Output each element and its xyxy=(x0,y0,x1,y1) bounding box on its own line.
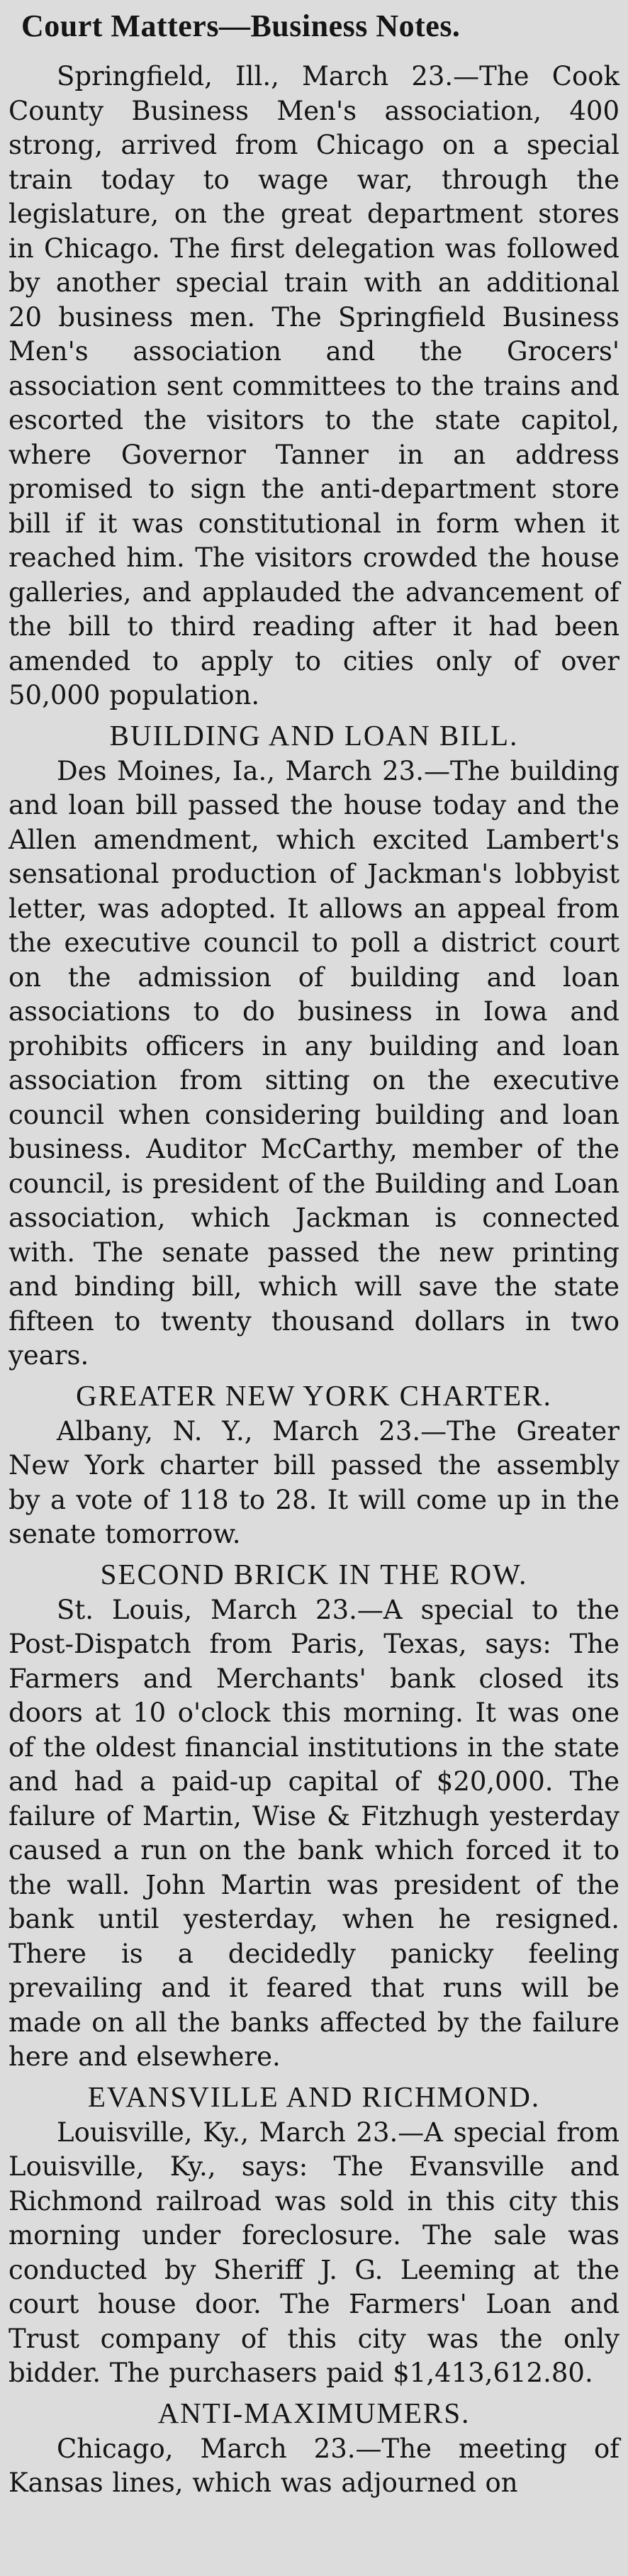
article-body: Chicago, March 23.—The meeting of Kansas lines, which was adjourned on xyxy=(9,2433,619,2498)
article-title: GREATER NEW YORK CHARTER. xyxy=(76,1378,552,1412)
article-body: Louisville, Ky., March 23.—A special from Louisville, Ky., says: The Evansville and Richmond railroad was sold in this city this morning under foreclosure. The sale was conducted by Sheriff J. G. Leeming at the court house door. The Farmers' Loan and Trust company of this city was the only bidder. The purchasers paid $1,413,612.80. xyxy=(9,2117,619,2388)
article-evansville xyxy=(9,2078,619,2391)
article-department-stores xyxy=(9,60,619,713)
section-header: Court Matters—Business Notes. xyxy=(21,9,461,43)
article-building-and-loan xyxy=(9,716,619,1373)
article-body: Springfield, Ill., March 23.—The Cook County Business Men's association, 400 strong, arrived from Chicago on a special train today to wage war, through the legislature, on the great department stores in Chicago. The first delegation was followed by another special train with an additional 20 business men. The Springfield Business Men's association and the Grocers' association sent committees to the trains and escorted the visitors to the state capitol, where Governor Tanner in an address promised to sign the anti-department store bill if it was constitutional in form when it reached him. The visitors crowded the house galleries, and applauded the advancement of the bill to third reading after it had been amended to apply to cities only of over 50,000 population. xyxy=(9,61,619,710)
article-greater-new-york xyxy=(9,1376,619,1552)
article-body: Albany, N. Y., March 23.—The Greater New York charter bill passed the assembly by a vote of 118 to 28. It will come up in the senate tomorrow. xyxy=(9,1415,619,1549)
article-title: SECOND BRICK IN THE ROW. xyxy=(100,1557,528,1590)
article-title: ANTI-MAXIMUMERS. xyxy=(157,2396,471,2429)
article-body: Des Moines, Ia., March 23.—The building and loan bill passed the house today and the Allen amendment, which excited Lambert's sensational production of Jackman's lobbyist letter, was adopted. It allows an appeal from the executive council to poll a district court on the admission of building and loan associations to do business in Iowa and prohibits officers in any building and loan association from sitting on the executive council when considering building and loan business. Auditor McCarthy, member of the council, is president of the Building and Loan association, which Jackman is connected with. The senate passed the new printing and binding bill, which will save the state fifteen to twenty thousand dollars in two years. xyxy=(9,755,619,1371)
article-second-brick xyxy=(9,1555,619,2075)
article-title: BUILDING AND LOAN BILL. xyxy=(109,718,519,752)
article-title: EVANSVILLE AND RICHMOND. xyxy=(87,2080,541,2113)
article-anti-maximumers xyxy=(9,2394,619,2501)
article-body: St. Louis, March 23.—A special to the Post-Dispatch from Paris, Texas, says: The Farmers and Merchants' bank closed its doors at 10 o'clock this morning. It was one of the oldest financial institutions in the state and had a paid-up capital of $20,000. The failure of Martin, Wise & Fitzhugh yesterday caused a run on the bank which forced it to the wall. John Martin was president of the bank until yesterday, when he resigned. There is a decidedly panicky feeling prevailing and it feared that runs will be made on all the banks affected by the failure here and elsewhere. xyxy=(9,1594,619,2072)
